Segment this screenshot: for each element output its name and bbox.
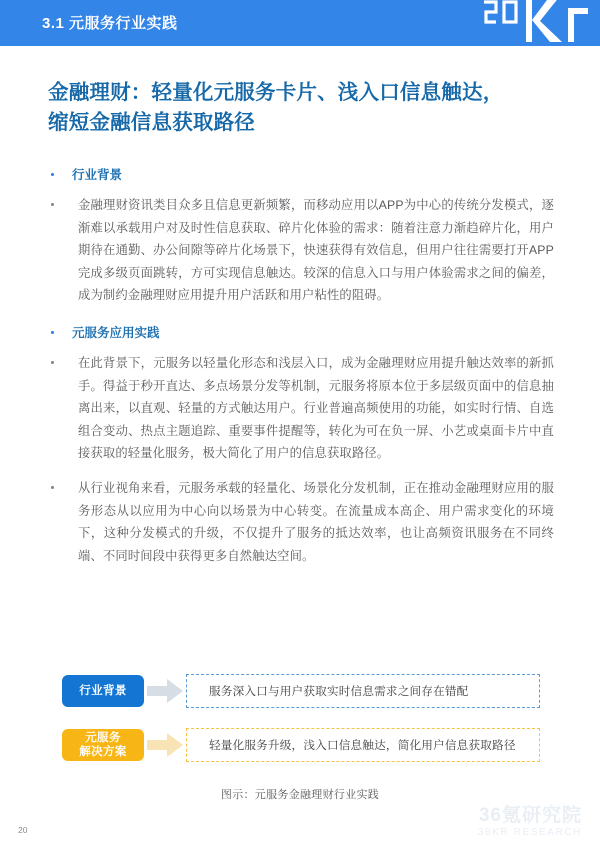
arrow-right-icon [144, 676, 186, 706]
section-heading-industry-background [48, 166, 554, 184]
content-body [48, 166, 554, 567]
bullet-dot-icon [51, 486, 54, 489]
paragraph-text: 从行业视角来看，元服务承载的轻量化、场景化分发机制，正在推动金融理财应用的服务形态从以应用为中心向以场景为中心转变。在流量成本高企、用户需求变化的环境下，这种分发模式的升级，不仅提升了服务的抵达效率，也让高频资讯服务在不同终端、不同时间段中获得更多自然触达空间。 [78, 480, 554, 563]
page-title [48, 78, 558, 138]
diagram-box-text: 服务深入口与用户获取实时信息需求之间存在错配 [209, 685, 469, 698]
footer-watermark [478, 806, 582, 838]
page-title-line1: 金融理财：轻量化元服务卡片、浅入口信息触达， [48, 81, 504, 104]
diagram-row-background [62, 671, 540, 711]
paragraph-text: 金融理财资讯类目众多且信息更新频繁，而移动应用以APP为中心的传统分发模式，逐渐难以承载用户对及时性信息获取、碎片化体验的需求：随着注意力渐趋碎片化，用户期待在通勤、办公间隙等碎片化场景下，快速获得有效信息，但用户往往需要打开APP完成多级页面跳转，方可实现信息触达。较深的信息入口与用户体验需求之间的偏差，成为制约金融理财应用提升用户活跃和用户粘性的阻碍。 [78, 198, 554, 303]
diagram-box-problem [186, 674, 540, 708]
diagram-meta-service-finance [62, 671, 540, 779]
header-section-label: 3.1 元服务行业实践 [42, 15, 178, 32]
paragraph-industry-background [48, 194, 554, 307]
arrow-right-icon [144, 730, 186, 760]
paragraph-meta-service-2 [48, 477, 554, 567]
diagram-chip-label: 行业背景 [79, 685, 127, 697]
diagram-chip-label [79, 731, 127, 759]
diagram-chip-label-line1: 元服务 [85, 732, 121, 744]
bullet-dot-icon [51, 361, 54, 364]
watermark-cn-text: 36氪研究院 [478, 805, 582, 826]
page-number: 20 [18, 825, 28, 835]
page-title-line2: 缩短金融信息获取路径 [48, 111, 255, 134]
watermark-en-text: 36KR RESEARCH [477, 827, 582, 838]
section-heading-meta-service-practice [48, 324, 554, 342]
diagram-row-solution [62, 725, 540, 765]
section-heading-label: 行业背景 [72, 168, 123, 182]
brand-logo-36kr [476, 0, 596, 46]
diagram-box-solution [186, 728, 540, 762]
bullet-dot-icon [51, 203, 54, 206]
diagram-box-text: 轻量化服务升级，浅入口信息触达，简化用户信息获取路径 [209, 739, 516, 752]
diagram-chip-industry-background [62, 675, 144, 707]
bullet-dot-icon [51, 331, 54, 334]
bullet-dot-icon [51, 173, 54, 176]
paragraph-meta-service-1 [48, 352, 554, 465]
diagram-chip-label-line2: 解决方案 [79, 746, 127, 758]
diagram-caption: 图示：元服务金融理财行业实践 [220, 789, 380, 801]
header-bar [0, 0, 600, 46]
diagram-chip-meta-service-solution [62, 729, 144, 761]
section-heading-label: 元服务应用实践 [72, 325, 160, 340]
paragraph-text: 在此背景下，元服务以轻量化形态和浅层入口，成为金融理财应用提升触达效率的新抓手。得益于秒开直达、多点场景分发等机制，元服务将原本位于多层级页面中的信息抽离出来，以直观、轻量的方式触达用户。行业普遍高频使用的功能，如实时行情、自选组合变动、热点主题追踪、重要事件提醒等，转化为可在负一屏、小艺或桌面卡片中直接获取的轻量化服务，极大简化了用户的信息获取路径。 [78, 355, 554, 461]
